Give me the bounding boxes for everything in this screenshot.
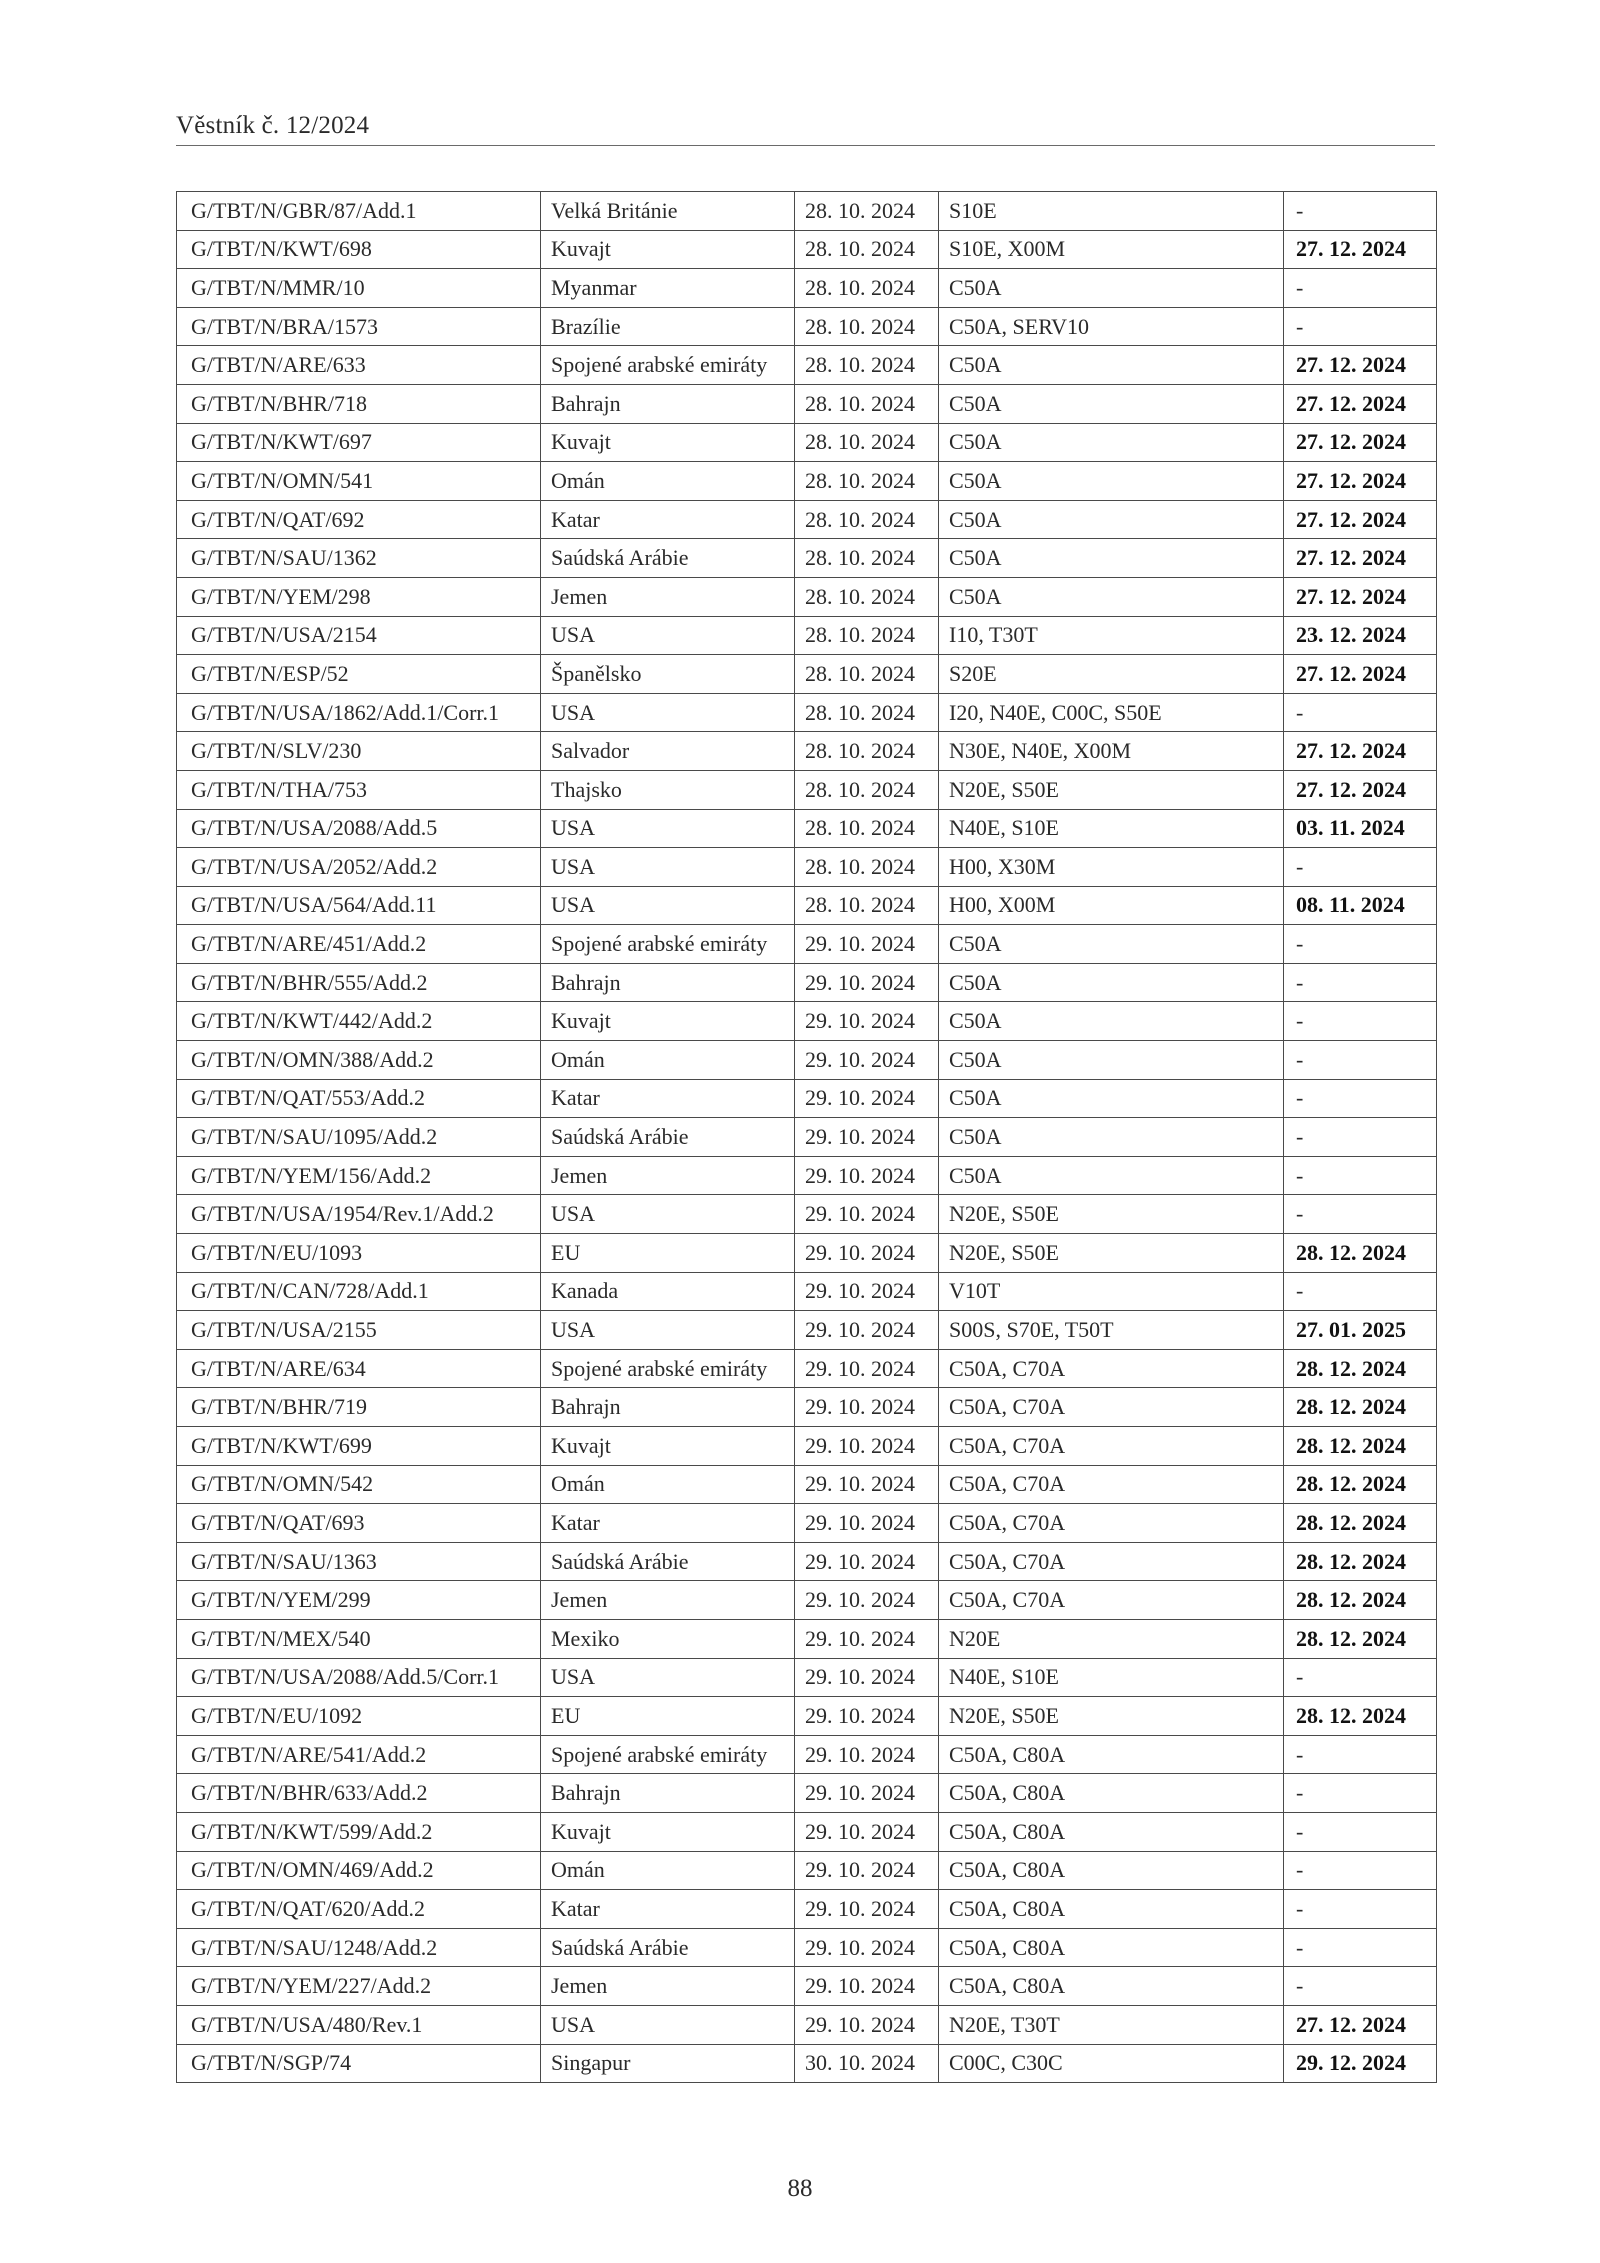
notification-symbol-cell: G/TBT/N/USA/1862/Add.1/Corr.1	[177, 693, 541, 732]
ics-code-cell: C50A, C80A	[939, 1890, 1284, 1929]
country-cell: Jemen	[541, 577, 795, 616]
table-row	[177, 1079, 1437, 1118]
ics-code-cell: C50A, C80A	[939, 1735, 1284, 1774]
page-number: 88	[787, 2175, 813, 2202]
date-cell: 29. 10. 2024	[795, 1156, 939, 1195]
ics-code-cell: S00S, S70E, T50T	[939, 1311, 1284, 1350]
comment-deadline-cell: 27. 12. 2024	[1284, 230, 1437, 269]
table-row	[177, 1812, 1437, 1851]
comment-deadline-cell: -	[1284, 1928, 1437, 1967]
ics-code-cell: V10T	[939, 1272, 1284, 1311]
date-cell: 30. 10. 2024	[795, 2044, 939, 2083]
ics-code-cell: S20E	[939, 655, 1284, 694]
table-row	[177, 1349, 1437, 1388]
table-row	[177, 307, 1437, 346]
table-row	[177, 192, 1437, 231]
table-row	[177, 1928, 1437, 1967]
comment-deadline-cell: 27. 12. 2024	[1284, 423, 1437, 462]
ics-code-cell: C50A	[939, 423, 1284, 462]
notification-symbol-cell: G/TBT/N/USA/2052/Add.2	[177, 848, 541, 887]
date-cell: 29. 10. 2024	[795, 1311, 939, 1350]
notification-symbol-cell: G/TBT/N/USA/480/Rev.1	[177, 2005, 541, 2044]
date-cell: 28. 10. 2024	[795, 732, 939, 771]
comment-deadline-cell: 29. 12. 2024	[1284, 2044, 1437, 2083]
ics-code-cell: C50A	[939, 1079, 1284, 1118]
ics-code-cell: C50A	[939, 346, 1284, 385]
comment-deadline-cell: 27. 01. 2025	[1284, 1311, 1437, 1350]
comment-deadline-cell: 27. 12. 2024	[1284, 346, 1437, 385]
notification-symbol-cell: G/TBT/N/SAU/1363	[177, 1542, 541, 1581]
comment-deadline-cell: 27. 12. 2024	[1284, 770, 1437, 809]
header-divider	[176, 145, 1435, 146]
notification-symbol-cell: G/TBT/N/ESP/52	[177, 655, 541, 694]
country-cell: Katar	[541, 1504, 795, 1543]
date-cell: 29. 10. 2024	[795, 1427, 939, 1466]
country-cell: Kuvajt	[541, 423, 795, 462]
notification-symbol-cell: G/TBT/N/BRA/1573	[177, 307, 541, 346]
notification-symbol-cell: G/TBT/N/QAT/693	[177, 1504, 541, 1543]
ics-code-cell: C50A, C70A	[939, 1349, 1284, 1388]
ics-code-cell: C50A	[939, 963, 1284, 1002]
notification-symbol-cell: G/TBT/N/SLV/230	[177, 732, 541, 771]
table-row	[177, 770, 1437, 809]
comment-deadline-cell: -	[1284, 1272, 1437, 1311]
date-cell: 28. 10. 2024	[795, 848, 939, 887]
table-row	[177, 963, 1437, 1002]
country-cell: Kuvajt	[541, 1427, 795, 1466]
table-row	[177, 1697, 1437, 1736]
notification-symbol-cell: G/TBT/N/EU/1092	[177, 1697, 541, 1736]
comment-deadline-cell: 28. 12. 2024	[1284, 1542, 1437, 1581]
notification-symbol-cell: G/TBT/N/OMN/469/Add.2	[177, 1851, 541, 1890]
date-cell: 29. 10. 2024	[795, 1349, 939, 1388]
country-cell: Saúdská Arábie	[541, 1928, 795, 1967]
notification-symbol-cell: G/TBT/N/OMN/388/Add.2	[177, 1041, 541, 1080]
country-cell: Saúdská Arábie	[541, 1118, 795, 1157]
notification-symbol-cell: G/TBT/N/KWT/699	[177, 1427, 541, 1466]
country-cell: Katar	[541, 1079, 795, 1118]
ics-code-cell: I10, T30T	[939, 616, 1284, 655]
date-cell: 29. 10. 2024	[795, 1195, 939, 1234]
country-cell: Jemen	[541, 1581, 795, 1620]
ics-code-cell: S10E	[939, 192, 1284, 231]
comment-deadline-cell: 27. 12. 2024	[1284, 384, 1437, 423]
country-cell: Omán	[541, 1851, 795, 1890]
date-cell: 29. 10. 2024	[795, 1851, 939, 1890]
country-cell: Brazílie	[541, 307, 795, 346]
comment-deadline-cell: 27. 12. 2024	[1284, 732, 1437, 771]
table-row	[177, 925, 1437, 964]
ics-code-cell: N20E	[939, 1619, 1284, 1658]
date-cell: 28. 10. 2024	[795, 423, 939, 462]
country-cell: USA	[541, 1311, 795, 1350]
ics-code-cell: N40E, S10E	[939, 1658, 1284, 1697]
date-cell: 29. 10. 2024	[795, 1967, 939, 2006]
table-row	[177, 269, 1437, 308]
notification-symbol-cell: G/TBT/N/SAU/1248/Add.2	[177, 1928, 541, 1967]
notification-symbol-cell: G/TBT/N/CAN/728/Add.1	[177, 1272, 541, 1311]
country-cell: USA	[541, 616, 795, 655]
table-row	[177, 1427, 1437, 1466]
country-cell: EU	[541, 1234, 795, 1273]
comment-deadline-cell: 08. 11. 2024	[1284, 886, 1437, 925]
ics-code-cell: C50A, C80A	[939, 1851, 1284, 1890]
ics-code-cell: C50A, C70A	[939, 1427, 1284, 1466]
table-row	[177, 1272, 1437, 1311]
ics-code-cell: C50A	[939, 500, 1284, 539]
notification-symbol-cell: G/TBT/N/USA/2155	[177, 1311, 541, 1350]
comment-deadline-cell: 28. 12. 2024	[1284, 1427, 1437, 1466]
table-row	[177, 1041, 1437, 1080]
ics-code-cell: H00, X00M	[939, 886, 1284, 925]
notification-symbol-cell: G/TBT/N/SGP/74	[177, 2044, 541, 2083]
date-cell: 28. 10. 2024	[795, 693, 939, 732]
notification-symbol-cell: G/TBT/N/THA/753	[177, 770, 541, 809]
country-cell: Bahrajn	[541, 963, 795, 1002]
date-cell: 28. 10. 2024	[795, 462, 939, 501]
notification-symbol-cell: G/TBT/N/USA/2154	[177, 616, 541, 655]
country-cell: Bahrajn	[541, 1388, 795, 1427]
country-cell: USA	[541, 1195, 795, 1234]
ics-code-cell: N40E, S10E	[939, 809, 1284, 848]
country-cell: Spojené arabské emiráty	[541, 346, 795, 385]
country-cell: EU	[541, 1697, 795, 1736]
comment-deadline-cell: 28. 12. 2024	[1284, 1388, 1437, 1427]
notification-symbol-cell: G/TBT/N/KWT/442/Add.2	[177, 1002, 541, 1041]
comment-deadline-cell: -	[1284, 1812, 1437, 1851]
country-cell: Spojené arabské emiráty	[541, 1735, 795, 1774]
notification-symbol-cell: G/TBT/N/YEM/227/Add.2	[177, 1967, 541, 2006]
notification-symbol-cell: G/TBT/N/USA/1954/Rev.1/Add.2	[177, 1195, 541, 1234]
country-cell: Bahrajn	[541, 1774, 795, 1813]
country-cell: Kuvajt	[541, 1002, 795, 1041]
date-cell: 28. 10. 2024	[795, 269, 939, 308]
comment-deadline-cell: 27. 12. 2024	[1284, 2005, 1437, 2044]
comment-deadline-cell: -	[1284, 307, 1437, 346]
notifications-table-body	[177, 192, 1437, 2083]
notification-symbol-cell: G/TBT/N/GBR/87/Add.1	[177, 192, 541, 231]
comment-deadline-cell: -	[1284, 1195, 1437, 1234]
country-cell: Kanada	[541, 1272, 795, 1311]
ics-code-cell: N20E, S50E	[939, 1195, 1284, 1234]
date-cell: 29. 10. 2024	[795, 2005, 939, 2044]
country-cell: Španělsko	[541, 655, 795, 694]
country-cell: Velká Británie	[541, 192, 795, 231]
country-cell: Singapur	[541, 2044, 795, 2083]
country-cell: Bahrajn	[541, 384, 795, 423]
ics-code-cell: H00, X30M	[939, 848, 1284, 887]
country-cell: Jemen	[541, 1156, 795, 1195]
notification-symbol-cell: G/TBT/N/BHR/718	[177, 384, 541, 423]
ics-code-cell: C50A, C70A	[939, 1542, 1284, 1581]
notification-symbol-cell: G/TBT/N/OMN/541	[177, 462, 541, 501]
comment-deadline-cell: 27. 12. 2024	[1284, 577, 1437, 616]
date-cell: 29. 10. 2024	[795, 1542, 939, 1581]
country-cell: USA	[541, 848, 795, 887]
notification-symbol-cell: G/TBT/N/SAU/1362	[177, 539, 541, 578]
table-row	[177, 1234, 1437, 1273]
date-cell: 28. 10. 2024	[795, 384, 939, 423]
ics-code-cell: N30E, N40E, X00M	[939, 732, 1284, 771]
date-cell: 29. 10. 2024	[795, 1890, 939, 1929]
notification-symbol-cell: G/TBT/N/MEX/540	[177, 1619, 541, 1658]
table-row	[177, 500, 1437, 539]
country-cell: Saúdská Arábie	[541, 539, 795, 578]
table-row	[177, 1156, 1437, 1195]
table-row	[177, 423, 1437, 462]
comment-deadline-cell: 28. 12. 2024	[1284, 1504, 1437, 1543]
date-cell: 29. 10. 2024	[795, 1002, 939, 1041]
ics-code-cell: C50A	[939, 1156, 1284, 1195]
date-cell: 29. 10. 2024	[795, 1272, 939, 1311]
table-row	[177, 1658, 1437, 1697]
table-row	[177, 1002, 1437, 1041]
country-cell: Omán	[541, 1041, 795, 1080]
table-row	[177, 539, 1437, 578]
comment-deadline-cell: -	[1284, 1041, 1437, 1080]
notification-symbol-cell: G/TBT/N/BHR/633/Add.2	[177, 1774, 541, 1813]
country-cell: Kuvajt	[541, 1812, 795, 1851]
date-cell: 28. 10. 2024	[795, 577, 939, 616]
date-cell: 29. 10. 2024	[795, 1658, 939, 1697]
table-row	[177, 577, 1437, 616]
date-cell: 29. 10. 2024	[795, 1388, 939, 1427]
notification-symbol-cell: G/TBT/N/QAT/692	[177, 500, 541, 539]
ics-code-cell: C50A	[939, 462, 1284, 501]
date-cell: 29. 10. 2024	[795, 1581, 939, 1620]
comment-deadline-cell: -	[1284, 1851, 1437, 1890]
ics-code-cell: N20E, S50E	[939, 1234, 1284, 1273]
comment-deadline-cell: -	[1284, 1002, 1437, 1041]
ics-code-cell: I20, N40E, C00C, S50E	[939, 693, 1284, 732]
date-cell: 28. 10. 2024	[795, 886, 939, 925]
date-cell: 28. 10. 2024	[795, 307, 939, 346]
date-cell: 29. 10. 2024	[795, 1619, 939, 1658]
ics-code-cell: C50A	[939, 269, 1284, 308]
date-cell: 29. 10. 2024	[795, 1697, 939, 1736]
country-cell: USA	[541, 2005, 795, 2044]
notification-symbol-cell: G/TBT/N/EU/1093	[177, 1234, 541, 1273]
country-cell: Thajsko	[541, 770, 795, 809]
page-header-title: Věstník č. 12/2024	[176, 112, 370, 139]
ics-code-cell: C50A, C70A	[939, 1581, 1284, 1620]
table-row	[177, 1195, 1437, 1234]
table-row	[177, 1504, 1437, 1543]
date-cell: 29. 10. 2024	[795, 1079, 939, 1118]
notification-symbol-cell: G/TBT/N/YEM/156/Add.2	[177, 1156, 541, 1195]
notification-symbol-cell: G/TBT/N/YEM/299	[177, 1581, 541, 1620]
date-cell: 28. 10. 2024	[795, 770, 939, 809]
ics-code-cell: C50A	[939, 1002, 1284, 1041]
ics-code-cell: C50A, C70A	[939, 1504, 1284, 1543]
comment-deadline-cell: 28. 12. 2024	[1284, 1619, 1437, 1658]
ics-code-cell: N20E, S50E	[939, 1697, 1284, 1736]
comment-deadline-cell: -	[1284, 269, 1437, 308]
comment-deadline-cell: 28. 12. 2024	[1284, 1349, 1437, 1388]
ics-code-cell: S10E, X00M	[939, 230, 1284, 269]
table-row	[177, 655, 1437, 694]
notification-symbol-cell: G/TBT/N/MMR/10	[177, 269, 541, 308]
date-cell: 28. 10. 2024	[795, 230, 939, 269]
date-cell: 28. 10. 2024	[795, 539, 939, 578]
date-cell: 28. 10. 2024	[795, 809, 939, 848]
table-row	[177, 1774, 1437, 1813]
comment-deadline-cell: 03. 11. 2024	[1284, 809, 1437, 848]
comment-deadline-cell: 23. 12. 2024	[1284, 616, 1437, 655]
ics-code-cell: C50A	[939, 539, 1284, 578]
ics-code-cell: C50A, C70A	[939, 1465, 1284, 1504]
notification-symbol-cell: G/TBT/N/ARE/541/Add.2	[177, 1735, 541, 1774]
country-cell: Salvador	[541, 732, 795, 771]
comment-deadline-cell: -	[1284, 1658, 1437, 1697]
date-cell: 28. 10. 2024	[795, 346, 939, 385]
comment-deadline-cell: 27. 12. 2024	[1284, 462, 1437, 501]
table-row	[177, 230, 1437, 269]
comment-deadline-cell: 27. 12. 2024	[1284, 500, 1437, 539]
ics-code-cell: C50A	[939, 1041, 1284, 1080]
notification-symbol-cell: G/TBT/N/KWT/698	[177, 230, 541, 269]
notification-symbol-cell: G/TBT/N/ARE/633	[177, 346, 541, 385]
table-row	[177, 2005, 1437, 2044]
notification-symbol-cell: G/TBT/N/ARE/634	[177, 1349, 541, 1388]
ics-code-cell: C50A	[939, 384, 1284, 423]
country-cell: Myanmar	[541, 269, 795, 308]
comment-deadline-cell: -	[1284, 192, 1437, 231]
comment-deadline-cell: -	[1284, 848, 1437, 887]
ics-code-cell: C50A, C70A	[939, 1388, 1284, 1427]
comment-deadline-cell: 27. 12. 2024	[1284, 655, 1437, 694]
notification-symbol-cell: G/TBT/N/USA/2088/Add.5/Corr.1	[177, 1658, 541, 1697]
country-cell: Omán	[541, 462, 795, 501]
comment-deadline-cell: 28. 12. 2024	[1284, 1581, 1437, 1620]
comment-deadline-cell: 28. 12. 2024	[1284, 1697, 1437, 1736]
comment-deadline-cell: -	[1284, 1156, 1437, 1195]
country-cell: Katar	[541, 500, 795, 539]
table-row	[177, 886, 1437, 925]
table-row	[177, 346, 1437, 385]
country-cell: Jemen	[541, 1967, 795, 2006]
notification-symbol-cell: G/TBT/N/BHR/719	[177, 1388, 541, 1427]
date-cell: 29. 10. 2024	[795, 1041, 939, 1080]
date-cell: 28. 10. 2024	[795, 192, 939, 231]
date-cell: 29. 10. 2024	[795, 963, 939, 1002]
country-cell: Spojené arabské emiráty	[541, 925, 795, 964]
ics-code-cell: C50A, C80A	[939, 1967, 1284, 2006]
ics-code-cell: C50A, C80A	[939, 1928, 1284, 1967]
comment-deadline-cell: -	[1284, 1118, 1437, 1157]
date-cell: 29. 10. 2024	[795, 1234, 939, 1273]
notification-symbol-cell: G/TBT/N/YEM/298	[177, 577, 541, 616]
comment-deadline-cell: 28. 12. 2024	[1284, 1465, 1437, 1504]
table-row	[177, 809, 1437, 848]
country-cell: USA	[541, 886, 795, 925]
date-cell: 29. 10. 2024	[795, 925, 939, 964]
notification-symbol-cell: G/TBT/N/OMN/542	[177, 1465, 541, 1504]
ics-code-cell: C00C, C30C	[939, 2044, 1284, 2083]
country-cell: USA	[541, 809, 795, 848]
country-cell: USA	[541, 693, 795, 732]
notification-symbol-cell: G/TBT/N/SAU/1095/Add.2	[177, 1118, 541, 1157]
notification-symbol-cell: G/TBT/N/KWT/599/Add.2	[177, 1812, 541, 1851]
notification-symbol-cell: G/TBT/N/QAT/620/Add.2	[177, 1890, 541, 1929]
table-row	[177, 1311, 1437, 1350]
table-row	[177, 1890, 1437, 1929]
date-cell: 29. 10. 2024	[795, 1504, 939, 1543]
comment-deadline-cell: -	[1284, 925, 1437, 964]
table-row	[177, 616, 1437, 655]
table-row	[177, 384, 1437, 423]
table-row	[177, 693, 1437, 732]
date-cell: 29. 10. 2024	[795, 1928, 939, 1967]
date-cell: 29. 10. 2024	[795, 1774, 939, 1813]
ics-code-cell: N20E, T30T	[939, 2005, 1284, 2044]
notification-symbol-cell: G/TBT/N/KWT/697	[177, 423, 541, 462]
country-cell: Mexiko	[541, 1619, 795, 1658]
table-row	[177, 732, 1437, 771]
comment-deadline-cell: 28. 12. 2024	[1284, 1234, 1437, 1273]
comment-deadline-cell: -	[1284, 693, 1437, 732]
country-cell: Spojené arabské emiráty	[541, 1349, 795, 1388]
table-row	[177, 1851, 1437, 1890]
date-cell: 28. 10. 2024	[795, 655, 939, 694]
table-row	[177, 2044, 1437, 2083]
ics-code-cell: C50A	[939, 925, 1284, 964]
date-cell: 28. 10. 2024	[795, 616, 939, 655]
notifications-table	[176, 191, 1437, 2083]
table-row	[177, 848, 1437, 887]
comment-deadline-cell: -	[1284, 1774, 1437, 1813]
table-row	[177, 1465, 1437, 1504]
table-row	[177, 1388, 1437, 1427]
ics-code-cell: C50A	[939, 1118, 1284, 1157]
comment-deadline-cell: -	[1284, 1735, 1437, 1774]
date-cell: 29. 10. 2024	[795, 1118, 939, 1157]
notification-symbol-cell: G/TBT/N/USA/564/Add.11	[177, 886, 541, 925]
notification-symbol-cell: G/TBT/N/BHR/555/Add.2	[177, 963, 541, 1002]
comment-deadline-cell: -	[1284, 1967, 1437, 2006]
country-cell: Katar	[541, 1890, 795, 1929]
comment-deadline-cell: 27. 12. 2024	[1284, 539, 1437, 578]
table-row	[177, 1735, 1437, 1774]
date-cell: 29. 10. 2024	[795, 1465, 939, 1504]
table-row	[177, 1581, 1437, 1620]
notification-symbol-cell: G/TBT/N/ARE/451/Add.2	[177, 925, 541, 964]
table-row	[177, 1967, 1437, 2006]
ics-code-cell: N20E, S50E	[939, 770, 1284, 809]
country-cell: Omán	[541, 1465, 795, 1504]
ics-code-cell: C50A, SERV10	[939, 307, 1284, 346]
country-cell: Kuvajt	[541, 230, 795, 269]
notification-symbol-cell: G/TBT/N/QAT/553/Add.2	[177, 1079, 541, 1118]
table-row	[177, 1542, 1437, 1581]
comment-deadline-cell: -	[1284, 1890, 1437, 1929]
ics-code-cell: C50A	[939, 577, 1284, 616]
country-cell: Saúdská Arábie	[541, 1542, 795, 1581]
ics-code-cell: C50A, C80A	[939, 1774, 1284, 1813]
date-cell: 29. 10. 2024	[795, 1812, 939, 1851]
table-row	[177, 1118, 1437, 1157]
notification-symbol-cell: G/TBT/N/USA/2088/Add.5	[177, 809, 541, 848]
comment-deadline-cell: -	[1284, 963, 1437, 1002]
comment-deadline-cell: -	[1284, 1079, 1437, 1118]
table-row	[177, 462, 1437, 501]
date-cell: 28. 10. 2024	[795, 500, 939, 539]
date-cell: 29. 10. 2024	[795, 1735, 939, 1774]
ics-code-cell: C50A, C80A	[939, 1812, 1284, 1851]
table-row	[177, 1619, 1437, 1658]
country-cell: USA	[541, 1658, 795, 1697]
